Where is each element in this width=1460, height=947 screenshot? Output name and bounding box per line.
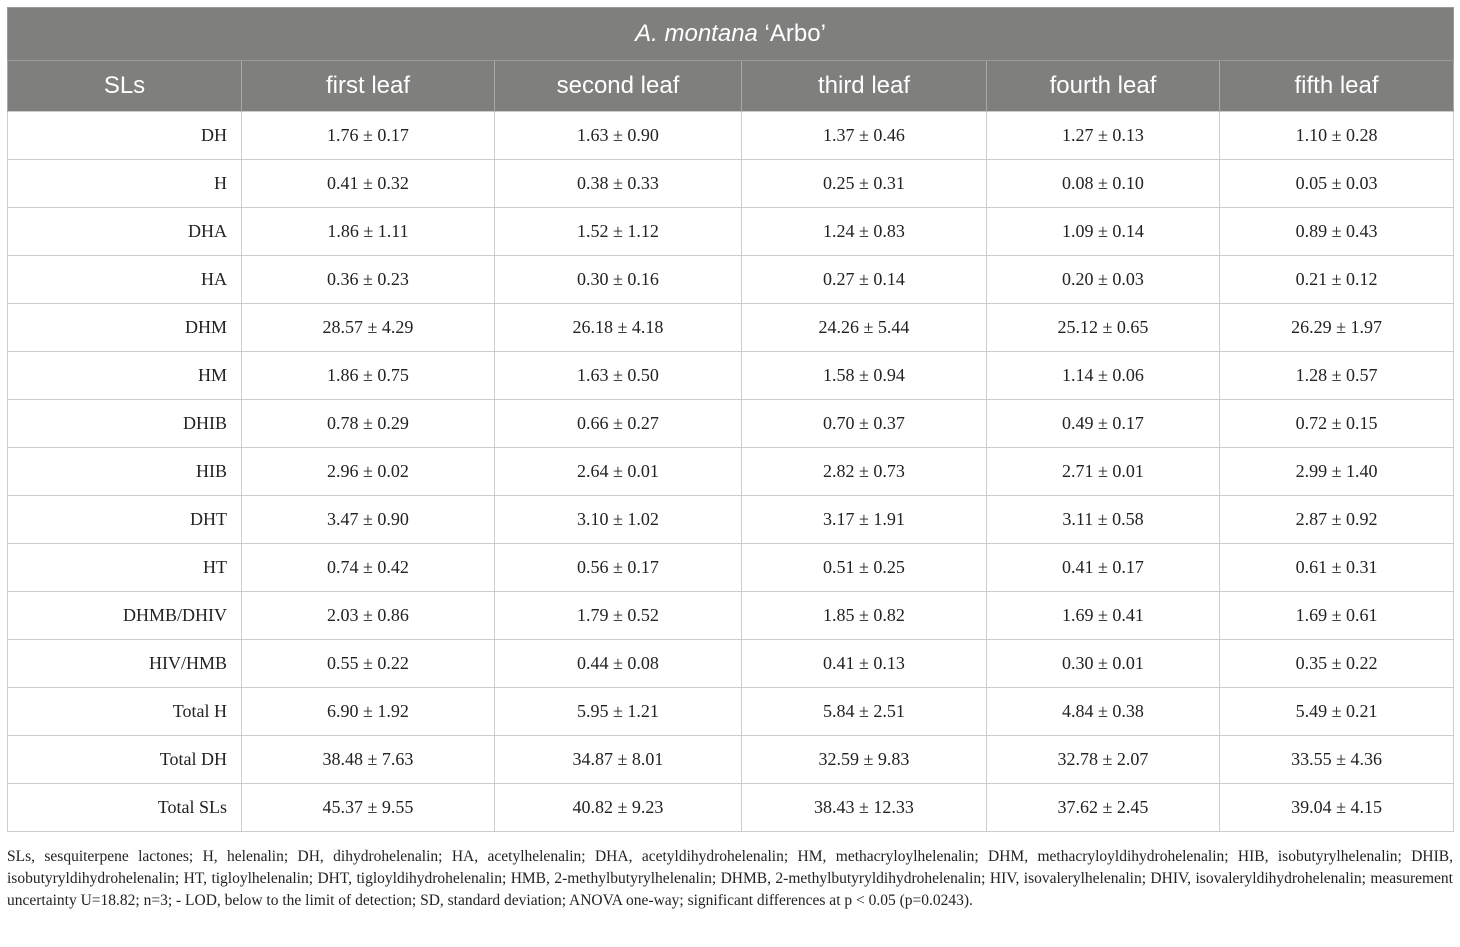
table-cell: 2.87 ± 0.92 — [1220, 496, 1454, 544]
table-cell: 2.82 ± 0.73 — [742, 448, 987, 496]
table-cell: 0.55 ± 0.22 — [242, 640, 495, 688]
table-cell: 26.29 ± 1.97 — [1220, 304, 1454, 352]
column-header-fifth-leaf: fifth leaf — [1220, 61, 1454, 112]
table-cell: 1.58 ± 0.94 — [742, 352, 987, 400]
row-label: H — [8, 160, 242, 208]
table-cell: 0.21 ± 0.12 — [1220, 256, 1454, 304]
table-cell: 1.69 ± 0.61 — [1220, 592, 1454, 640]
table-cell: 1.24 ± 0.83 — [742, 208, 987, 256]
table-cell: 0.25 ± 0.31 — [742, 160, 987, 208]
table-cell: 0.20 ± 0.03 — [987, 256, 1220, 304]
table-cell: 1.76 ± 0.17 — [242, 112, 495, 160]
column-header-third-leaf: third leaf — [742, 61, 987, 112]
table-cell: 5.95 ± 1.21 — [495, 688, 742, 736]
table-cell: 1.37 ± 0.46 — [742, 112, 987, 160]
table-cell: 1.63 ± 0.50 — [495, 352, 742, 400]
table-cell: 0.41 ± 0.32 — [242, 160, 495, 208]
row-label: HA — [8, 256, 242, 304]
row-label: DH — [8, 112, 242, 160]
table-cell: 3.10 ± 1.02 — [495, 496, 742, 544]
table-row — [8, 640, 1454, 688]
table-row — [8, 784, 1454, 832]
table-cell: 2.71 ± 0.01 — [987, 448, 1220, 496]
row-label: HT — [8, 544, 242, 592]
table-cell: 0.61 ± 0.31 — [1220, 544, 1454, 592]
table-row — [8, 448, 1454, 496]
table-cell: 0.30 ± 0.16 — [495, 256, 742, 304]
table-cell: 32.78 ± 2.07 — [987, 736, 1220, 784]
table-cell: 26.18 ± 4.18 — [495, 304, 742, 352]
table-cell: 0.44 ± 0.08 — [495, 640, 742, 688]
table-cell: 0.36 ± 0.23 — [242, 256, 495, 304]
table-cell: 25.12 ± 0.65 — [987, 304, 1220, 352]
table-row — [8, 208, 1454, 256]
table-row — [8, 592, 1454, 640]
row-label: HIV/HMB — [8, 640, 242, 688]
table-cell: 1.86 ± 1.11 — [242, 208, 495, 256]
row-label: DHA — [8, 208, 242, 256]
table-cell: 40.82 ± 9.23 — [495, 784, 742, 832]
column-header-second-leaf: second leaf — [495, 61, 742, 112]
table-cell: 1.27 ± 0.13 — [987, 112, 1220, 160]
table-row — [8, 304, 1454, 352]
table-cell: 1.69 ± 0.41 — [987, 592, 1220, 640]
table-cell: 0.78 ± 0.29 — [242, 400, 495, 448]
table-cell: 3.47 ± 0.90 — [242, 496, 495, 544]
table-cell: 2.96 ± 0.02 — [242, 448, 495, 496]
table-cell: 28.57 ± 4.29 — [242, 304, 495, 352]
table-cell: 1.09 ± 0.14 — [987, 208, 1220, 256]
table-cell: 1.85 ± 0.82 — [742, 592, 987, 640]
column-header-fourth-leaf: fourth leaf — [987, 61, 1220, 112]
table-row — [8, 256, 1454, 304]
table-row — [8, 352, 1454, 400]
table-footnote: SLs, sesquiterpene lactones; H, helenalin; DH, dihydrohelenalin; HA, acetylhelenalin; DHA, acetyldihydrohelenalin; HM, methacryloylhelenalin; DHM, methacryloyldihydrohelenalin; HIB, isobutyrylhelenalin; DHIB, isobutyryldihydrohelenalin; HT, tigloylhelenalin; DHT, tigloyldihydrohelenalin; HMB, 2-methylbutyrylhelenalin; DHMB, 2-methylbutyryldihydrohelenalin; HIV, isovalerylhelenalin; DHIV, isovaleryldihydrohelenalin; measurement uncertainty U=18.82; n=3; - LOD, below to the limit of detection; SD, standard deviation; ANOVA one-way; significant differences at p < 0.05 (p=0.0243). — [7, 848, 1453, 909]
table-cell: 0.41 ± 0.13 — [742, 640, 987, 688]
table-cell: 4.84 ± 0.38 — [987, 688, 1220, 736]
table-cell: 38.48 ± 7.63 — [242, 736, 495, 784]
table-cell: 32.59 ± 9.83 — [742, 736, 987, 784]
table-cell: 1.86 ± 0.75 — [242, 352, 495, 400]
data-table-container — [7, 7, 1453, 832]
column-header-row — [8, 61, 1454, 112]
table-cell: 1.63 ± 0.90 — [495, 112, 742, 160]
table-cell: 0.89 ± 0.43 — [1220, 208, 1454, 256]
table-cell: 0.49 ± 0.17 — [987, 400, 1220, 448]
table-cell: 0.72 ± 0.15 — [1220, 400, 1454, 448]
table-cell: 33.55 ± 4.36 — [1220, 736, 1454, 784]
table-cell: 3.17 ± 1.91 — [742, 496, 987, 544]
table-cell: 0.05 ± 0.03 — [1220, 160, 1454, 208]
table-cell: 6.90 ± 1.92 — [242, 688, 495, 736]
table-cell: 0.35 ± 0.22 — [1220, 640, 1454, 688]
table-cell: 2.03 ± 0.86 — [242, 592, 495, 640]
table-cell: 24.26 ± 5.44 — [742, 304, 987, 352]
table-cell: 39.04 ± 4.15 — [1220, 784, 1454, 832]
row-label: HIB — [8, 448, 242, 496]
table-cell: 0.30 ± 0.01 — [987, 640, 1220, 688]
table-cell: 3.11 ± 0.58 — [987, 496, 1220, 544]
species-name: A. montana — [635, 20, 758, 47]
table-row — [8, 496, 1454, 544]
table-cell: 1.28 ± 0.57 — [1220, 352, 1454, 400]
column-header-sls: SLs — [8, 61, 242, 112]
table-cell: 0.08 ± 0.10 — [987, 160, 1220, 208]
row-label: HM — [8, 352, 242, 400]
column-header-first-leaf: first leaf — [242, 61, 495, 112]
table-cell: 45.37 ± 9.55 — [242, 784, 495, 832]
table-cell: 0.38 ± 0.33 — [495, 160, 742, 208]
table-title-row — [8, 8, 1454, 61]
row-label: DHT — [8, 496, 242, 544]
table-cell: 0.51 ± 0.25 — [742, 544, 987, 592]
table-cell: 1.79 ± 0.52 — [495, 592, 742, 640]
cultivar-name: ‘Arbo’ — [757, 20, 826, 47]
table-cell: 0.70 ± 0.37 — [742, 400, 987, 448]
table-row — [8, 688, 1454, 736]
table-cell: 0.74 ± 0.42 — [242, 544, 495, 592]
table-cell: 5.84 ± 2.51 — [742, 688, 987, 736]
table-row — [8, 736, 1454, 784]
table-cell: 0.41 ± 0.17 — [987, 544, 1220, 592]
table-cell: 2.64 ± 0.01 — [495, 448, 742, 496]
table-row — [8, 544, 1454, 592]
table-cell: 0.27 ± 0.14 — [742, 256, 987, 304]
table-row — [8, 112, 1454, 160]
table-cell: 0.56 ± 0.17 — [495, 544, 742, 592]
row-label: DHM — [8, 304, 242, 352]
row-label: Total SLs — [8, 784, 242, 832]
table-cell: 1.14 ± 0.06 — [987, 352, 1220, 400]
table-cell: 5.49 ± 0.21 — [1220, 688, 1454, 736]
table-row — [8, 400, 1454, 448]
row-label: DHMB/DHIV — [8, 592, 242, 640]
table-cell: 0.66 ± 0.27 — [495, 400, 742, 448]
table-cell: 1.52 ± 1.12 — [495, 208, 742, 256]
row-label: DHIB — [8, 400, 242, 448]
table-cell: 1.10 ± 0.28 — [1220, 112, 1454, 160]
table-cell: 37.62 ± 2.45 — [987, 784, 1220, 832]
sesquiterpene-lactone-table — [7, 7, 1454, 832]
table-cell: 2.99 ± 1.40 — [1220, 448, 1454, 496]
table-cell: 38.43 ± 12.33 — [742, 784, 987, 832]
table-cell: 34.87 ± 8.01 — [495, 736, 742, 784]
row-label: Total DH — [8, 736, 242, 784]
row-label: Total H — [8, 688, 242, 736]
table-title — [8, 8, 1454, 61]
table-row — [8, 160, 1454, 208]
